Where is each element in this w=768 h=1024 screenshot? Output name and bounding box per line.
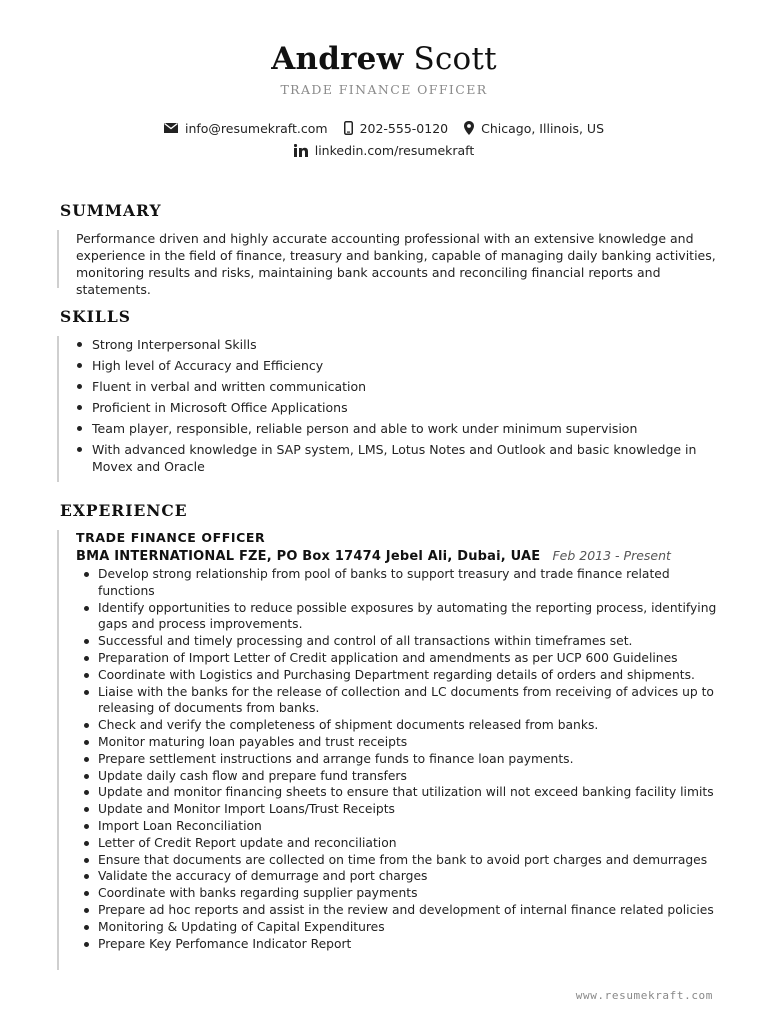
candidate-name	[0, 40, 768, 78]
duties-list	[84, 566, 724, 952]
contact-row	[0, 119, 768, 137]
phone-contact[interactable]	[344, 121, 449, 136]
company-name: BMA INTERNATIONAL FZE, PO Box 17474 Jebel Ali, Dubai, UAE	[76, 549, 541, 564]
duty-item: Prepare ad hoc reports and assist in the review and development of internal finance related policies	[84, 902, 724, 919]
skill-item: High level of Accuracy and Efficiency	[76, 357, 716, 374]
duty-item: Validate the accuracy of demurrage and port charges	[84, 868, 724, 885]
summary-rule	[57, 230, 59, 288]
location-contact	[464, 121, 604, 136]
employment-dates: Feb 2013 - Present	[552, 548, 671, 563]
duty-item: Coordinate with Logistics and Purchasing Department regarding details of orders and shipments.	[84, 667, 724, 684]
duty-item: Identify opportunities to reduce possible exposures by automating the reporting process, identifying gaps and process improvements.	[84, 600, 724, 634]
map-pin-icon	[464, 121, 474, 135]
skill-item: Proficient in Microsoft Office Applications	[76, 399, 716, 416]
last-name: Scott	[413, 41, 497, 77]
skill-item: With advanced knowledge in SAP system, LMS, Lotus Notes and Outlook and basic knowledge in Movex and Oracle	[76, 441, 716, 475]
social-row	[0, 141, 768, 159]
linkedin-icon	[294, 144, 308, 157]
footer-website[interactable]: www.resumekraft.com	[575, 989, 713, 1002]
envelope-icon	[164, 123, 178, 133]
email-contact[interactable]	[164, 121, 328, 136]
job-title-subtitle: TRADE FINANCE OFFICER	[280, 82, 488, 97]
skills-rule	[57, 336, 59, 482]
first-name: Andrew	[271, 41, 404, 77]
experience-heading: EXPERIENCE	[60, 501, 188, 520]
phone-icon	[344, 121, 353, 135]
experience-rule	[57, 530, 59, 970]
duty-item: Update and monitor financing sheets to ensure that utilization will not exceed banking facility limits	[84, 784, 724, 801]
duty-item: Ensure that documents are collected on time from the bank to avoid port charges and demurrages	[84, 852, 724, 869]
summary-text: Performance driven and highly accurate accounting professional with an extensive knowledge and experience in the field of finance, treasury and banking, capable of managing daily banking activities, monitoring results and risks, maintaining bank accounts and reconciling financial reports and statements.	[76, 231, 716, 297]
skill-item: Fluent in verbal and written communication	[76, 378, 716, 395]
duty-item: Update and Monitor Import Loans/Trust Receipts	[84, 801, 724, 818]
duty-item: Prepare Key Perfomance Indicator Report	[84, 936, 724, 953]
duty-item: Liaise with the banks for the release of collection and LC documents from receiving of advices up to releasing of documents from banks.	[84, 684, 724, 718]
duty-item: Check and verify the completeness of shipment documents released from banks.	[84, 717, 724, 734]
resume-header	[0, 40, 768, 159]
summary-heading: SUMMARY	[60, 201, 162, 220]
duty-item: Successful and timely processing and control of all transactions within timeframes set.	[84, 633, 724, 650]
duty-item: Prepare settlement instructions and arrange funds to finance loan payments.	[84, 751, 724, 768]
duty-item: Update daily cash flow and prepare fund transfers	[84, 768, 724, 785]
duty-item: Preparation of Import Letter of Credit application and amendments as per UCP 600 Guidelines	[84, 650, 724, 667]
location-text: Chicago, Illinois, US	[481, 120, 605, 136]
company-line	[76, 548, 671, 564]
duty-item: Monitor maturing loan payables and trust receipts	[84, 734, 724, 751]
duty-item: Import Loan Reconciliation	[84, 818, 724, 835]
experience-job-title: TRADE FINANCE OFFICER	[76, 530, 266, 545]
duty-item: Develop strong relationship from pool of banks to support treasury and trade finance related functions	[84, 566, 724, 600]
skill-item: Team player, responsible, reliable person and able to work under minimum supervision	[76, 420, 716, 437]
phone-text: 202-555-0120	[359, 120, 449, 136]
linkedin-text: linkedin.com/resumekraft	[314, 142, 475, 158]
duty-item: Monitoring & Updating of Capital Expenditures	[84, 919, 724, 936]
skill-item: Strong Interpersonal Skills	[76, 336, 716, 353]
duty-item: Coordinate with banks regarding supplier payments	[84, 885, 724, 902]
email-text: info@resumekraft.com	[184, 120, 328, 136]
linkedin-contact[interactable]	[294, 143, 475, 158]
skills-heading: SKILLS	[60, 307, 131, 326]
duty-item: Letter of Credit Report update and reconciliation	[84, 835, 724, 852]
skills-list	[76, 336, 716, 479]
